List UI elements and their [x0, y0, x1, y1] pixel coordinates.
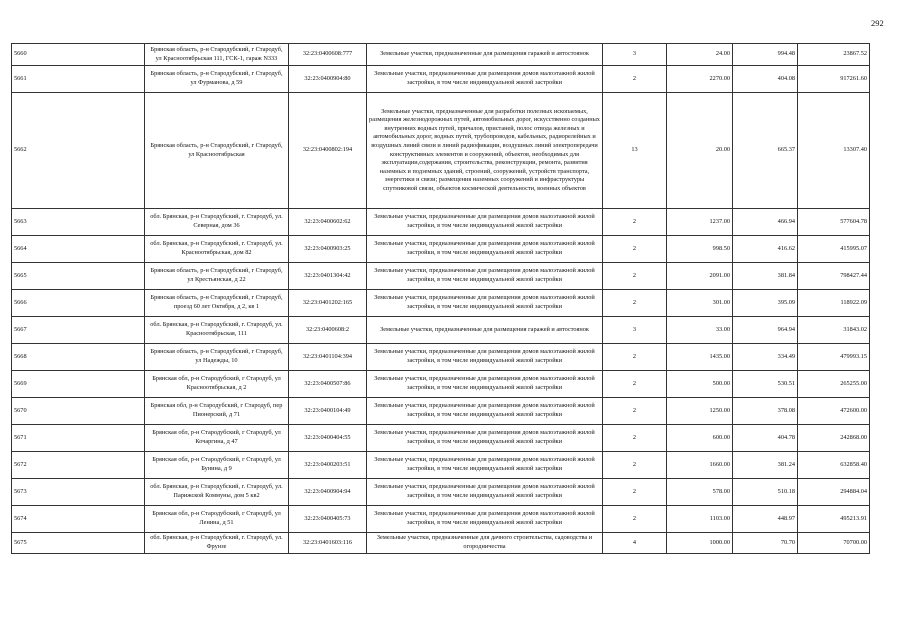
rate-cell: 70.70 — [733, 533, 798, 554]
rate-cell: 448.97 — [733, 506, 798, 533]
value-cell: 70700.00 — [798, 533, 870, 554]
cadastral-number-cell: 32:23:0400904:80 — [289, 66, 367, 93]
value-cell: 415995.07 — [798, 236, 870, 263]
rate-cell: 404.08 — [733, 66, 798, 93]
area-cell: 24.00 — [667, 44, 733, 66]
area-cell: 20.00 — [667, 93, 733, 209]
cadastral-number-cell: 32:23:0400903:25 — [289, 236, 367, 263]
address-cell: Брянская область, р-н Стародубский, г Стародуб, ул Фурманова, д 59 — [145, 66, 289, 93]
cadastral-number-cell: 32:23:0400904:94 — [289, 479, 367, 506]
table-row — [12, 398, 870, 425]
rate-cell: 994.48 — [733, 44, 798, 66]
category-cell: 2 — [603, 66, 667, 93]
category-cell: 2 — [603, 236, 667, 263]
rate-cell: 334.49 — [733, 344, 798, 371]
table-body — [12, 44, 870, 554]
rate-cell: 510.18 — [733, 479, 798, 506]
permitted-use-cell: Земельные участки, предназначенные для размещения гаражей и автостоянок — [367, 44, 603, 66]
permitted-use-cell: Земельные участки, предназначенные для размещения домов малоэтажной жилой застройки, в том числе индивидуальной жилой застройки — [367, 452, 603, 479]
address-cell: обл. Брянская, р-н Стародубский, г. Стародуб, ул. Северная, дом 36 — [145, 209, 289, 236]
value-cell: 13307.40 — [798, 93, 870, 209]
table-row — [12, 290, 870, 317]
permitted-use-cell: Земельные участки, предназначенные для размещения гаражей и автостоянок — [367, 317, 603, 344]
cadastral-number-cell: 32:23:0400802:194 — [289, 93, 367, 209]
value-cell: 265255.00 — [798, 371, 870, 398]
category-cell: 3 — [603, 44, 667, 66]
area-cell: 578.00 — [667, 479, 733, 506]
area-cell: 998.50 — [667, 236, 733, 263]
row-number-cell: 5666 — [12, 290, 145, 317]
category-cell: 13 — [603, 93, 667, 209]
address-cell: Брянская область, р-н Стародубский, г Стародуб, ул Красноотябрьская — [145, 93, 289, 209]
table-row — [12, 209, 870, 236]
rate-cell: 381.24 — [733, 452, 798, 479]
cadastral-number-cell: 32:23:0400608:2 — [289, 317, 367, 344]
cadastral-number-cell: 32:23:0401603:116 — [289, 533, 367, 554]
area-cell: 1435.00 — [667, 344, 733, 371]
address-cell: обл. Брянская, р-н Стародубский, г. Стародуб, ул. Фрунзе — [145, 533, 289, 554]
area-cell: 1103.00 — [667, 506, 733, 533]
permitted-use-cell: Земельные участки, предназначенные для размещения домов малоэтажной жилой застройки, в том числе индивидуальной жилой застройки — [367, 398, 603, 425]
table-row — [12, 236, 870, 263]
address-cell: Брянская область, р-н Стародубский, г Стародуб, проезд 60 лет Октября, д 2, кв 1 — [145, 290, 289, 317]
permitted-use-cell: Земельные участки, предназначенные для размещения домов малоэтажной жилой застройки, в том числе индивидуальной жилой застройки — [367, 236, 603, 263]
category-cell: 2 — [603, 263, 667, 290]
address-cell: Брянская обл, р-н Стародубский, г Стародуб, ул Кочаргина, д 47 — [145, 425, 289, 452]
value-cell: 294884.04 — [798, 479, 870, 506]
address-cell: Брянская обл, р-н Стародубский, г Стародуб, ул Бунина, д 9 — [145, 452, 289, 479]
rate-cell: 466.94 — [733, 209, 798, 236]
table-row — [12, 44, 870, 66]
row-number-cell: 5665 — [12, 263, 145, 290]
value-cell: 23867.52 — [798, 44, 870, 66]
table-row — [12, 66, 870, 93]
cadastral-number-cell: 32:23:0400507:86 — [289, 371, 367, 398]
table-row — [12, 371, 870, 398]
rate-cell: 378.08 — [733, 398, 798, 425]
row-number-cell: 5675 — [12, 533, 145, 554]
rate-cell: 404.78 — [733, 425, 798, 452]
table-row — [12, 317, 870, 344]
cadastral-number-cell: 32:23:0401304:42 — [289, 263, 367, 290]
cadastral-number-cell: 32:23:0400608:777 — [289, 44, 367, 66]
area-cell: 301.00 — [667, 290, 733, 317]
cadastral-number-cell: 32:23:0400602:62 — [289, 209, 367, 236]
row-number-cell: 5661 — [12, 66, 145, 93]
category-cell: 2 — [603, 506, 667, 533]
permitted-use-cell: Земельные участки, предназначенные для размещения домов малоэтажной жилой застройки, в том числе индивидуальной жилой застройки — [367, 263, 603, 290]
row-number-cell: 5670 — [12, 398, 145, 425]
category-cell: 2 — [603, 425, 667, 452]
permitted-use-cell: Земельные участки, предназначенные для размещения домов малоэтажной жилой застройки, в том числе индивидуальной жилой застройки — [367, 506, 603, 533]
permitted-use-cell: Земельные участки, предназначенные для размещения домов малоэтажной жилой застройки, в том числе индивидуальной жилой застройки — [367, 371, 603, 398]
table-row — [12, 452, 870, 479]
address-cell: обл. Брянская, р-н Стародубский, г. Стародуб, ул. Красноотябрьская, дом 82 — [145, 236, 289, 263]
land-registry-table — [11, 43, 870, 554]
value-cell: 577604.78 — [798, 209, 870, 236]
row-number-cell: 5671 — [12, 425, 145, 452]
page-number: 292 — [871, 18, 884, 28]
category-cell: 2 — [603, 479, 667, 506]
address-cell: Брянская обл, р-н Стародубский, г Стародуб, ул Красноотябрьская, д 2 — [145, 371, 289, 398]
rate-cell: 530.51 — [733, 371, 798, 398]
address-cell: Брянская обл, р-н Стародубский, г Стародуб, ул Ленина, д 51 — [145, 506, 289, 533]
rate-cell: 395.09 — [733, 290, 798, 317]
area-cell: 1660.00 — [667, 452, 733, 479]
address-cell: Брянская область, р-н Стародубский, г Стародуб, ул Красноотябрьская 111, ГСК-1, гараж N333 — [145, 44, 289, 66]
permitted-use-cell: Земельные участки, предназначенные для разработки полезных ископаемых, размещения железнодорожных путей, автомобильных дорог, искусственно созданных внутренних водных путей, причалов, пристаней, полос отвода железных и автомобильных дорог, водных путей, трубопроводов, кабельных, радиорелейных и воздушных линий связи и линий радиофикации, воздушных линий электропередачи конструктивных элементов и сооружений, объектов, необходимых для эксплуатации,содержания, строительства, реконструкции, ремонта, развития наземных и подземных зданий, строений, сооружений, устройств транспорта, энергетики и связи; размещения наземных сооружений и инфраструктуры спутниковой связи, объектов космической деятельности, военных объектов — [367, 93, 603, 209]
permitted-use-cell: Земельные участки, предназначенные для дачного строительства, садоводства и огородничества — [367, 533, 603, 554]
category-cell: 2 — [603, 371, 667, 398]
category-cell: 4 — [603, 533, 667, 554]
value-cell: 798427.44 — [798, 263, 870, 290]
area-cell: 2091.00 — [667, 263, 733, 290]
permitted-use-cell: Земельные участки, предназначенные для размещения домов малоэтажной жилой застройки, в том числе индивидуальной жилой застройки — [367, 344, 603, 371]
area-cell: 33.00 — [667, 317, 733, 344]
cadastral-number-cell: 32:23:0400104:49 — [289, 398, 367, 425]
address-cell: Брянская область, р-н Стародубский, г Стародуб, ул Крестьянская, д 22 — [145, 263, 289, 290]
table-row — [12, 506, 870, 533]
permitted-use-cell: Земельные участки, предназначенные для размещения домов малоэтажной жилой застройки, в том числе индивидуальной жилой застройки — [367, 479, 603, 506]
permitted-use-cell: Земельные участки, предназначенные для размещения домов малоэтажной жилой застройки, в том числе индивидуальной жилой застройки — [367, 66, 603, 93]
value-cell: 242868.00 — [798, 425, 870, 452]
permitted-use-cell: Земельные участки, предназначенные для размещения домов малоэтажной жилой застройки, в том числе индивидуальной жилой застройки — [367, 290, 603, 317]
value-cell: 479993.15 — [798, 344, 870, 371]
cadastral-number-cell: 32:23:0400404:55 — [289, 425, 367, 452]
row-number-cell: 5662 — [12, 93, 145, 209]
cadastral-number-cell: 32:23:0401202:165 — [289, 290, 367, 317]
cadastral-number-cell: 32:23:0400203:51 — [289, 452, 367, 479]
row-number-cell: 5672 — [12, 452, 145, 479]
row-number-cell: 5660 — [12, 44, 145, 66]
table-row — [12, 533, 870, 554]
address-cell: обл. Брянская, р-н Стародубский, г. Стародуб, ул. Парижской Коммуны, дом 5 кв2 — [145, 479, 289, 506]
address-cell: Брянская обл, р-н Стародубский, г Стародуб, пер Пионерский, д 71 — [145, 398, 289, 425]
category-cell: 2 — [603, 344, 667, 371]
rate-cell: 665.37 — [733, 93, 798, 209]
category-cell: 3 — [603, 317, 667, 344]
value-cell: 632858.40 — [798, 452, 870, 479]
table-row — [12, 93, 870, 209]
value-cell: 118922.09 — [798, 290, 870, 317]
cadastral-number-cell: 32:23:0401104:394 — [289, 344, 367, 371]
cadastral-number-cell: 32:23:0400405:73 — [289, 506, 367, 533]
row-number-cell: 5673 — [12, 479, 145, 506]
area-cell: 2270.00 — [667, 66, 733, 93]
row-number-cell: 5663 — [12, 209, 145, 236]
area-cell: 1237.00 — [667, 209, 733, 236]
area-cell: 1000.00 — [667, 533, 733, 554]
address-cell: Брянская область, р-н Стародубский, г Стародуб, ул Надежды, 10 — [145, 344, 289, 371]
row-number-cell: 5669 — [12, 371, 145, 398]
table-row — [12, 479, 870, 506]
row-number-cell: 5668 — [12, 344, 145, 371]
value-cell: 31843.02 — [798, 317, 870, 344]
permitted-use-cell: Земельные участки, предназначенные для размещения домов малоэтажной жилой застройки, в том числе индивидуальной жилой застройки — [367, 425, 603, 452]
rate-cell: 416.62 — [733, 236, 798, 263]
permitted-use-cell: Земельные участки, предназначенные для размещения домов малоэтажной жилой застройки, в том числе индивидуальной жилой застройки — [367, 209, 603, 236]
row-number-cell: 5664 — [12, 236, 145, 263]
row-number-cell: 5667 — [12, 317, 145, 344]
category-cell: 2 — [603, 398, 667, 425]
table-row — [12, 263, 870, 290]
value-cell: 495213.91 — [798, 506, 870, 533]
category-cell: 2 — [603, 452, 667, 479]
address-cell: обл. Брянская, р-н Стародубский, г. Стародуб, ул. Красноотябрьская, 111 — [145, 317, 289, 344]
area-cell: 1250.00 — [667, 398, 733, 425]
area-cell: 600.00 — [667, 425, 733, 452]
category-cell: 2 — [603, 209, 667, 236]
category-cell: 2 — [603, 290, 667, 317]
value-cell: 472600.00 — [798, 398, 870, 425]
table-row — [12, 425, 870, 452]
table-row — [12, 344, 870, 371]
row-number-cell: 5674 — [12, 506, 145, 533]
rate-cell: 964.94 — [733, 317, 798, 344]
value-cell: 917261.60 — [798, 66, 870, 93]
area-cell: 500.00 — [667, 371, 733, 398]
rate-cell: 381.84 — [733, 263, 798, 290]
